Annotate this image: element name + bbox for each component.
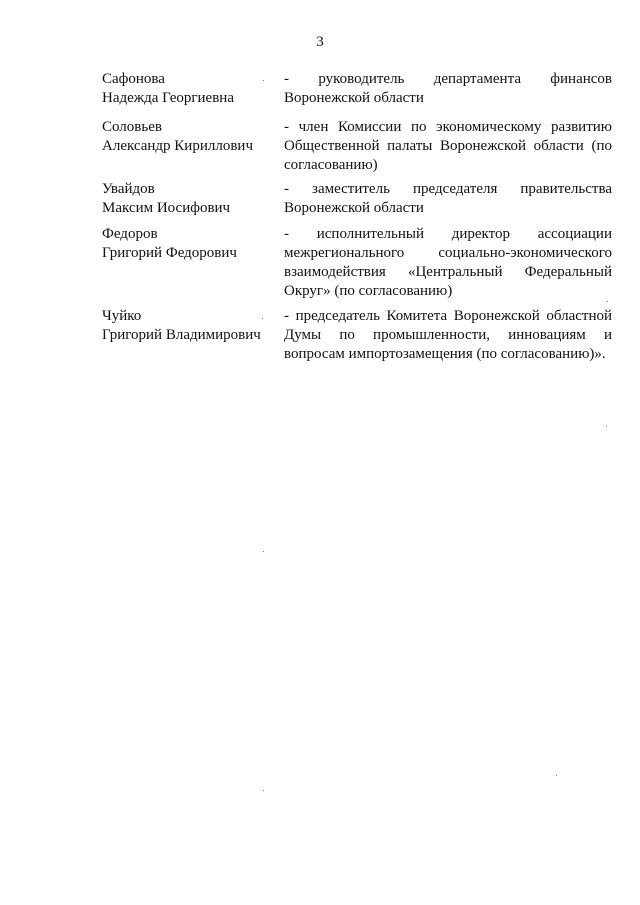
member-name — [102, 307, 284, 364]
description-line: вопросам импортозамещения (по согласованию)». — [284, 346, 606, 362]
description-line: - член Комиссии по экономическому развитию — [284, 119, 612, 135]
description-line: Воронежской области — [284, 90, 424, 106]
member-entry-solovyev — [102, 118, 612, 175]
description-line: - исполнительный директор ассоциации — [284, 226, 612, 242]
scan-speck — [263, 551, 264, 552]
member-description — [284, 180, 612, 218]
scan-speck — [263, 790, 264, 791]
member-given-names: Александр Кириллович — [102, 138, 253, 154]
description-line: - заместитель председателя правительства — [284, 181, 612, 197]
member-entry-chuyko — [102, 307, 612, 364]
member-name — [102, 180, 284, 218]
member-entry-fedorov — [102, 225, 612, 301]
description-line: Воронежской области — [284, 200, 424, 216]
scan-speck — [556, 775, 557, 776]
member-entry-uvaydov — [102, 180, 612, 218]
description-line: взаимодействия «Центральный Федеральный — [284, 264, 612, 280]
member-name — [102, 225, 284, 301]
scan-speck — [263, 80, 264, 81]
member-surname: Соловьев — [102, 119, 162, 135]
scan-speck — [607, 301, 608, 302]
description-line: межрегионального социально-экономического — [284, 245, 612, 261]
scan-speck — [606, 426, 607, 427]
member-name — [102, 118, 284, 175]
page-number: 3 — [316, 34, 324, 50]
description-line: Думы по промышленности, инновациям и — [284, 327, 612, 343]
scan-speck — [262, 318, 263, 319]
description-line: Общественной палаты Воронежской области (по — [284, 138, 612, 154]
member-given-names: Григорий Владимирович — [102, 327, 261, 343]
member-surname: Федоров — [102, 226, 158, 242]
member-surname: Увайдов — [102, 181, 155, 197]
member-entry-safonova — [102, 70, 612, 108]
member-given-names: Максим Иосифович — [102, 200, 231, 216]
member-name — [102, 70, 284, 108]
member-surname: Сафонова — [102, 71, 165, 87]
member-given-names: Григорий Федорович — [102, 245, 237, 261]
member-description — [284, 307, 612, 364]
description-line: - руководитель департамента финансов — [284, 71, 612, 87]
member-surname: Чуйко — [102, 308, 142, 324]
member-description — [284, 70, 612, 108]
description-line: - председатель Комитета Воронежской областной — [284, 308, 612, 324]
member-description — [284, 225, 612, 301]
member-description — [284, 118, 612, 175]
description-line: согласованию) — [284, 157, 378, 173]
description-line: Округ» (по согласованию) — [284, 283, 453, 299]
member-given-names: Надежда Георгиевна — [102, 90, 234, 106]
